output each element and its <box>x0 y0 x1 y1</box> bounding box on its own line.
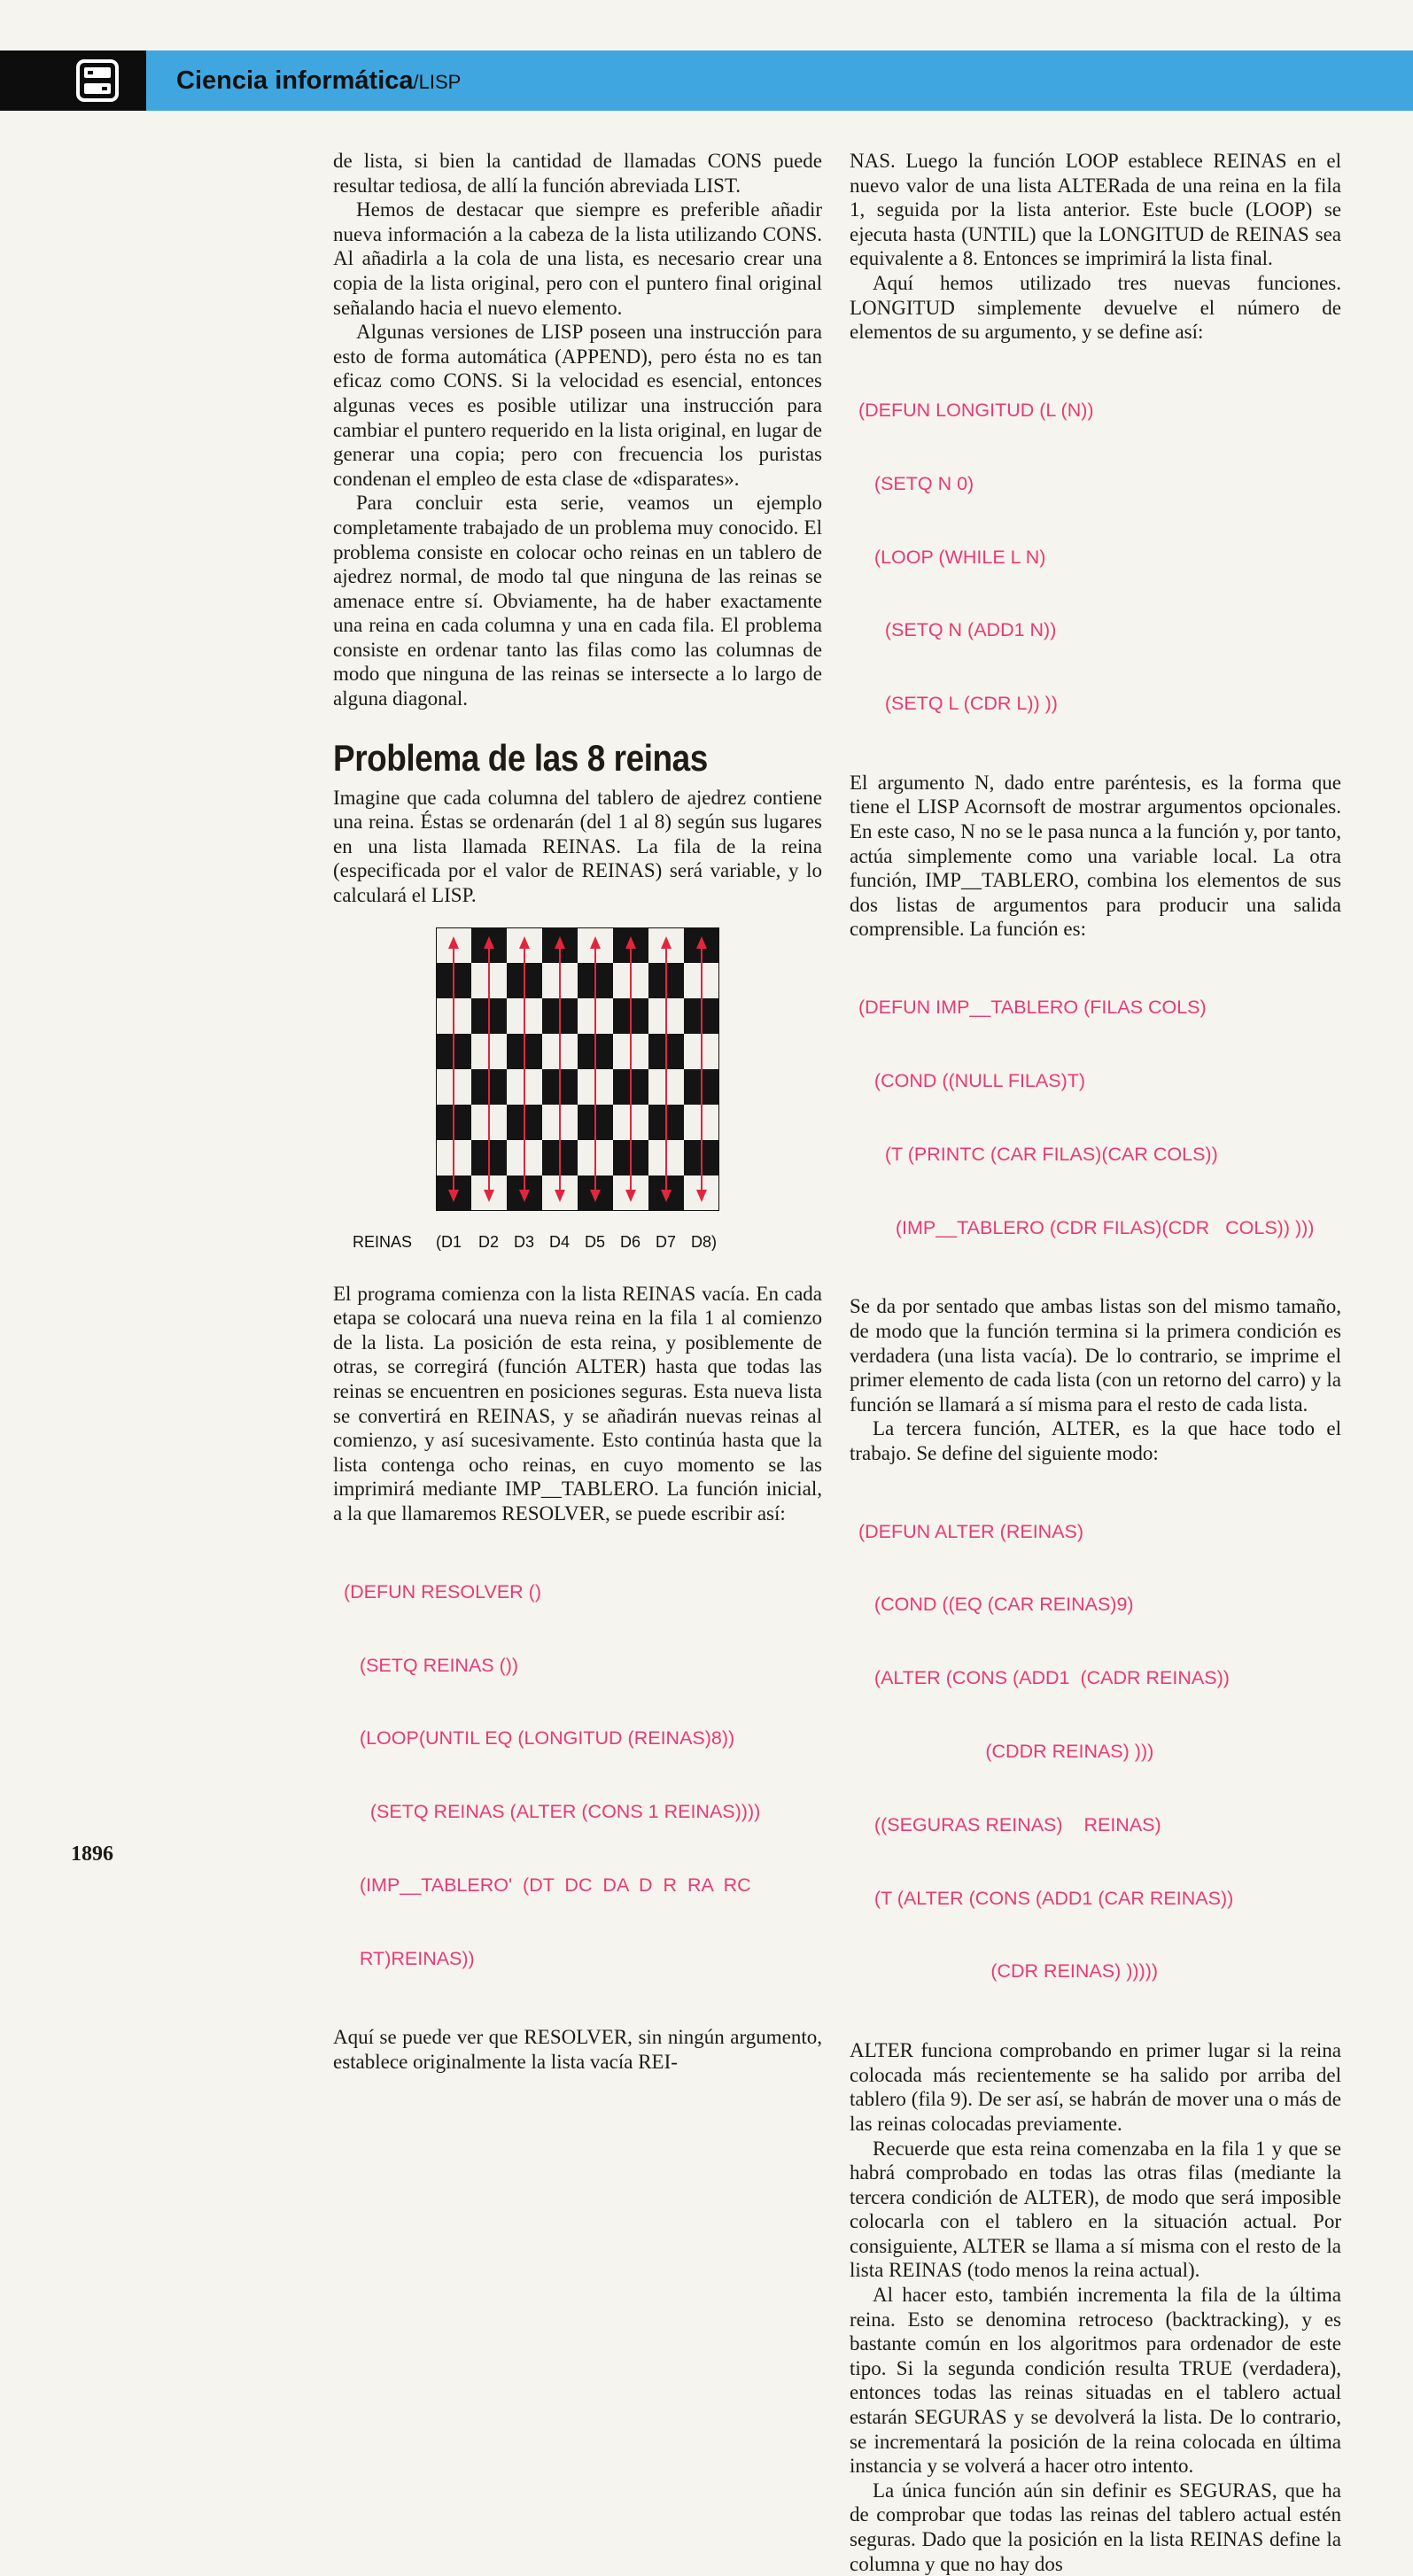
code-line: (LOOP (WHILE L N) <box>858 546 1046 568</box>
code-line: (COND ((NULL FILAS)T) <box>858 1069 1086 1091</box>
chessboard-figure <box>333 927 822 1282</box>
code-line: RT)REINAS)) <box>344 1947 475 1969</box>
code-line: (IMP__TABLERO' (DT DC DA D R RA RC <box>344 1874 751 1896</box>
paragraph: NAS. Luego la función LOOP establece REINAS en el nuevo valor de una lista ALTERada de una reina en la fila 1, seguida por la lista anterior. Este bucle (LOOP) se ejecuta hasta (UNTIL) que la LONGITUD de REINAS sea equivalente a 8. Entonces se imprimirá la lista final. <box>850 150 1341 270</box>
section-heading: Problema de las 8 reinas <box>333 736 708 779</box>
board-label: REINAS <box>353 1232 413 1251</box>
board-column-label: D5 <box>585 1232 606 1251</box>
computer-icon <box>75 58 120 103</box>
code-line: (IMP__TABLERO (CDR FILAS)(CDR COLS)) ))) <box>858 1216 1315 1238</box>
header-black-block <box>0 50 146 111</box>
paragraph: Al hacer esto, también incrementa la fila de la última reina. Esto se denomina retroceso (backtracking), y es bastante común en los algoritmos para ordenador de este tipo. Si la segunda condición resulta TRUE (verdadera), entonces todas las reinas situadas en el tablero actual estarán SEGURAS y se devolverá la lista. De lo contrario, se incrementará la posición de la reina colocada en última instancia y se volverá a hacer otro intento. <box>850 2284 1341 2478</box>
paragraph: Aquí hemos utilizado tres nuevas funciones. LONGITUD simplemente devuelve el número de elementos de su argumento, y se define así: <box>850 271 1341 344</box>
code-alter <box>858 1470 1341 2033</box>
code-line: (DEFUN ALTER (REINAS) <box>858 1520 1084 1542</box>
code-line: (SETQ N (ADD1 N)) <box>858 619 1057 641</box>
code-line: (ALTER (CONS (ADD1 (CADR REINAS)) <box>858 1667 1230 1689</box>
code-line: (T (PRINTC (CAR FILAS)(CAR COLS)) <box>858 1143 1218 1165</box>
paragraph: Se da por sentado que ambas listas son del mismo tamaño, de modo que la función termina si la primera condición es verdadera (una lista vacía). De lo contrario, se imprime el primer elemento de cada lista (con un retorno del carro) y la función se llamará a sí misma para el resto de cada lista. <box>850 1295 1341 1416</box>
code-line: (SETQ L (CDR L)) )) <box>858 693 1058 715</box>
code-line: (CDDR REINAS) ))) <box>858 1741 1154 1762</box>
board-column-label: D4 <box>549 1232 571 1251</box>
chessboard <box>436 927 719 1211</box>
paragraph: Imagine que cada columna del tablero de ajedrez contiene una reina. Éstas se ordenarán (del 1 al 8) según sus lugares en una lista llamada REINAS. La fila de la reina (especificada por el valor de REINAS) será variable, y lo calculará el LISP. <box>333 786 822 907</box>
paragraph: de lista, si bien la cantidad de llamadas CONS puede resultar tediosa, de allí la función abreviada LIST. <box>333 150 822 197</box>
code-resolver <box>344 1532 822 2021</box>
paragraph: ALTER funciona comprobando en primer lugar si la reina colocada más recientemente se ha salido por arriba del tablero (fila 9). De ser así, se habrán de mover una o más de las reinas colocadas previamente. <box>850 2039 1341 2135</box>
paragraph: Para concluir esta serie, veamos un ejemplo completamente trabajado de un problema muy conocido. El problema consiste en colocar ocho reinas en un tablero de ajedrez normal, de modo tal que ninguna de las reinas se amenace entre sí. Obviamente, ha de haber exactamente una reina en cada columna y una en cada fila. El problema consiste en ordenar tanto las filas como las columnas de modo que ninguna de las reinas se intersecte a lo largo de alguna diagonal. <box>333 492 822 710</box>
code-line: (SETQ REINAS (ALTER (CONS 1 REINAS)))) <box>344 1801 761 1823</box>
section-subtitle: /LISP <box>413 71 462 93</box>
paragraph: La única función aún sin definir es SEGURAS, que ha de comprobar que todas las reinas del tablero actual estén seguras. Dado que la posición en la lista REINAS define la columna y que no hay dos <box>850 2479 1341 2575</box>
board-column-label: D6 <box>620 1232 641 1251</box>
page-number: 1896 <box>71 1843 113 1866</box>
board-column-label: D3 <box>514 1232 535 1251</box>
paragraph: Recuerde que esta reina comenzaba en la fila 1 y que se habrá comprobado en todas las otras filas (mediante la tercera condición de ALTER), de modo que será imposible colocarla con el tablero en la situación actual. Por consiguiente, ALTER se llama a sí misma con el resto de la lista REINAS (todo menos la reina actual). <box>850 2137 1341 2282</box>
code-line: (CDR REINAS) ))))) <box>858 1960 1159 1982</box>
code-line: (SETQ REINAS ()) <box>344 1654 519 1676</box>
code-line: (DEFUN RESOLVER () <box>344 1580 541 1602</box>
code-line: ((SEGURAS REINAS) REINAS) <box>858 1813 1161 1835</box>
code-line: (LOOP(UNTIL EQ (LONGITUD (REINAS)8)) <box>344 1727 735 1750</box>
paragraph: El argumento N, dado entre paréntesis, es la forma que tiene el LISP Acornsoft de mostrar argumentos opcionales. En este caso, N no se le pasa nunca a la función y, por tanto, actúa simplemente como una variable local. La otra función, IMP__TABLERO, combina los elementos de sus dos listas de argumentos para producir una salida comprensible. La función es: <box>850 771 1341 941</box>
code-line: (DEFUN IMP__TABLERO (FILAS COLS) <box>858 997 1207 1019</box>
board-column-label: D2 <box>478 1232 500 1251</box>
code-longitud <box>858 350 1341 765</box>
paragraph: El programa comienza con la lista REINAS vacía. En cada etapa se colocará una nueva reina en la fila 1 al comienzo de la lista. La posición de esta reina, y posiblemente de otras, se corregirá (función ALTER) hasta que todas las reinas se encuentren en posiciones seguras. Esta nueva lista se convertirá en REINAS, y se añadirán nuevas reinas al comienzo, y así sucesivamente. Esto continúa hasta que la lista contenga ocho reinas, en cuyo momento se las imprimirá mediante IMP__TABLERO. La función inicial, a la que llamaremos RESOLVER, se puede escribir así: <box>333 1282 822 1525</box>
board-column-label: D8) <box>691 1232 718 1251</box>
paragraph: Algunas versiones de LISP poseen una instrucción para esto de forma automática (APPEND), pero ésta no es tan eficaz como CONS. Si la velocidad es esencial, entonces algunas veces es posible utilizar una instrucción para cambiar el puntero requerido en la lista original, en lugar de generar una copia; pero con frecuencia los puristas condenan el empleo de esta clase de «disparates». <box>333 321 822 490</box>
code-line: (T (ALTER (CONS (ADD1 (CAR REINAS)) <box>858 1887 1234 1909</box>
section-title: Ciencia informática/LISP <box>176 66 462 95</box>
paragraph: Hemos de destacar que siempre es preferible añadir nueva información a la cabeza de la lista utilizando CONS. Al añadirla a la cola de una lista, es necesario crear una copia de la lista original, pero con el puntero final original señalando hacia el nuevo elemento. <box>333 198 822 319</box>
code-imp-tablero <box>858 947 1341 1289</box>
code-line: (COND ((EQ (CAR REINAS)9) <box>858 1594 1134 1616</box>
left-column <box>333 149 822 2075</box>
board-column-label: (D1 <box>436 1232 462 1251</box>
right-column <box>850 149 1341 2576</box>
paragraph: La tercera función, ALTER, es la que hace todo el trabajo. Se define del siguiente modo: <box>850 1417 1341 1464</box>
paragraph: Aquí se puede ver que RESOLVER, sin ningún argumento, establece originalmente la lista vacía REI- <box>333 2026 822 2074</box>
code-line: (DEFUN LONGITUD (L (N)) <box>858 399 1094 421</box>
board-column-label: D7 <box>656 1232 677 1251</box>
code-line: (SETQ N 0) <box>858 472 974 494</box>
